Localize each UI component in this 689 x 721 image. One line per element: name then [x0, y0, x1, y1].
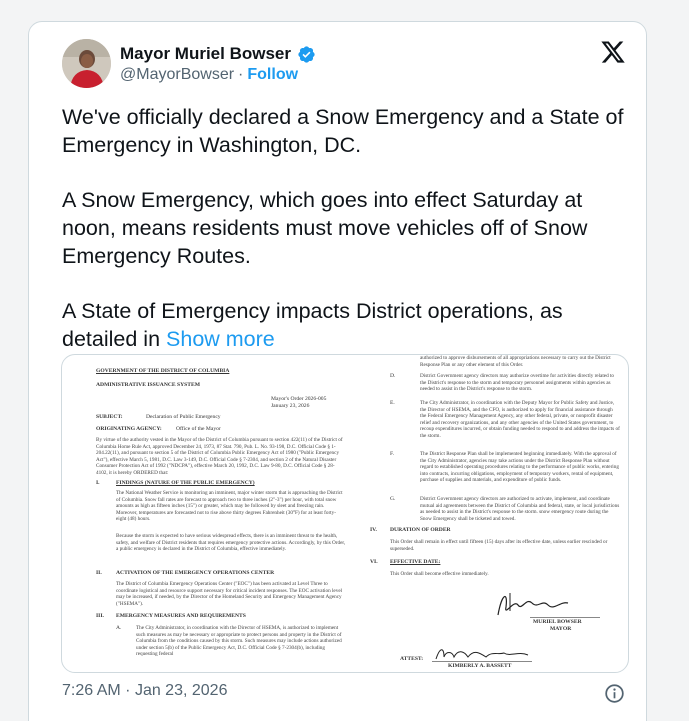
tweet-card — [28, 21, 647, 721]
doc-r-vi-num: VI. — [370, 559, 378, 565]
doc-r-iv: This Order shall remain in effect until fifteen (15) days after its effective date, unless earlier rescinded or superseded. — [390, 539, 608, 552]
author-name-row — [120, 42, 316, 66]
tweet-paragraph-3-text: A State of Emergency impacts District operations, as detailed in — [62, 299, 563, 351]
doc-subject-label: SUBJECT: — [96, 414, 123, 420]
doc-s2-p1: The District of Columbia Emergency Operations Center ("EOC") has been activated at Level Three to coordinate logistical and resource support necessary for critical incident responses. The EOC activation level may be increased, if needed, by the Director of the Homeland Security and Emergency Management Agency ("HSEMA"). — [116, 581, 343, 607]
doc-order-date: January 23, 2026 — [271, 403, 310, 409]
doc-r-vi: This Order shall become effective immediately. — [390, 571, 489, 577]
doc-r-f: The District Response Plan shall be implemented beginning immediately. With the approval of the City Administrator, agencies may take actions under the District Response Plan without regard to established operating procedures relating to the performance of public works, entering into contracts, incurring obligations, employment of temporary workers, rental of equipment, purchase of supplies and materials, and expenditure of public funds. — [420, 451, 619, 483]
doc-mayor-title: MAYOR — [550, 626, 572, 632]
tweet-paragraph-3 — [62, 297, 632, 353]
follow-button[interactable]: Follow — [247, 66, 299, 83]
avatar[interactable] — [62, 39, 111, 88]
author-name[interactable]: Mayor Muriel Bowser — [120, 44, 291, 63]
x-logo-icon[interactable] — [600, 39, 626, 65]
tweet-paragraph-2: A Snow Emergency, which goes into effect Saturday at noon, means residents must move vehicles off of Snow Emergency Routes. — [62, 188, 588, 268]
doc-r-vi-title: EFFECTIVE DATE: — [390, 559, 441, 565]
separator-dot: · — [238, 66, 244, 83]
doc-r-d: District Government agency directors may authorize overtime for activities directly related to the District's response to the storm and temporary personnel assignments within agencies as needed to assist in the District's response to the storm. — [420, 373, 615, 392]
doc-s1-p2: Because the storm is expected to have serious widespread effects, there is an imminent threat to the health, safety, and welfare of District residents that requires emergency protective actions. Accordingly, by this Order, a public emergency is declared in the District of Columbia, effective immediately. — [116, 533, 346, 552]
doc-r-e-num: E. — [390, 400, 395, 406]
doc-s3-num: III. — [96, 613, 104, 619]
doc-s1-num: I. — [96, 480, 100, 486]
timestamp-separator: · — [125, 682, 131, 699]
doc-gov-heading: GOVERNMENT OF THE DISTRICT OF COLUMBIA — [96, 368, 230, 374]
verified-badge-icon — [297, 45, 316, 64]
doc-r-iv-title: DURATION OF ORDER — [390, 527, 451, 533]
attest-signature-line — [432, 661, 532, 662]
author-handle[interactable]: @MayorBowser — [120, 66, 235, 83]
doc-s3-title: EMERGENCY MEASURES AND REQUIREMENTS — [116, 613, 246, 619]
doc-s2-title: ACTIVATION OF THE EMERGENCY OPERATIONS CENTER — [116, 570, 275, 576]
doc-s2-num: II. — [96, 570, 102, 576]
doc-originating-label: ORIGINATING AGENCY: — [96, 426, 162, 432]
author-handle-row — [120, 66, 298, 84]
mayor-signature — [490, 587, 580, 621]
doc-r-f-num: F. — [390, 451, 395, 457]
doc-attest-label: ATTEST: — [400, 656, 424, 662]
doc-system-heading: ADMINISTRATIVE ISSUANCE SYSTEM — [96, 382, 201, 388]
doc-s3-a: The City Administrator, in coordination with the Director of HSEMA, is authorized to implement such measures as may be necessary or appropriate to protect persons and property in the District of Columbia from the conditions caused by this storm. Such measures may include actions authorized under section 5(b) of the Public Emergency Act, D.C. Official Code § 7-2304(b), including requesting federal — [136, 625, 342, 657]
doc-r-top: authorized to approve disbursements of all appropriations necessary to carry out the District Response Plan or any other element of this Order. — [420, 355, 611, 368]
tweet-date: Jan 23, 2026 — [134, 682, 228, 699]
doc-attest-name: KIMBERLY A. BASSETT — [448, 663, 512, 669]
doc-r-g: District Government agency directors are authorized to activate, implement, and coordinate mutual aid agreements between the District of Columbia and federal, state, or local jurisdictions as needed to assist in the District's response to the storm. snow emergency route during the Snow Emergency shall be ticketed and towed. — [420, 496, 620, 522]
doc-s1-p1: The National Weather Service is monitoring an imminent, major winter storm that is approaching the District of Columbia. Snow fall rates are forecast to approach two to three inches (2"-3") per hour, with total snow amounts as high as fifteen inches (15") or greater, which may be followed by sleet and freezing rain. Moreover, temperatures are forecasted not to rise above thirty degrees Fahrenheit (30°F) for at least forty-eight (48) hours. — [116, 490, 343, 522]
doc-s3-a-num: A. — [116, 625, 122, 631]
doc-r-g-num: G. — [390, 496, 396, 502]
show-more-link[interactable]: Show more — [166, 327, 275, 351]
doc-s1-title: FINDINGS (NATURE OF THE PUBLIC EMERGENCY) — [116, 480, 255, 486]
doc-subject: Declaration of Public Emergency — [146, 414, 221, 420]
document-image[interactable] — [61, 354, 629, 673]
doc-intro: By virtue of the authority vested in the Mayor of the District of Columbia pursuant to section 422(11) of the District of Columbia Home Rule Act, approved December 24, 1973, 87 Stat. 790, Pub. L. No. 93-198, D.C. Official Code § 1-204.22(11), and pursuant to section 5 of the District of Columbia Public Emergency Act of 1980 ("Public Emergency Act"), effective March 5, 1981, D.C. Law 3-149, D.C. Official Code § 7-2304, and section 2 of the Natural Disaster Consumer Protection Act of 1992 ("NDCPA"), effective March 20, 1992, D.C. Law 9-80, D.C. Official Code § 28-4102, it is hereby ORDERED that: — [96, 437, 343, 476]
tweet-paragraph-1: We've officially declared a Snow Emergency and a State of Emergency in Washington, DC. — [62, 105, 624, 157]
doc-r-iv-num: IV. — [370, 527, 377, 533]
timestamp[interactable] — [62, 682, 227, 700]
avatar-image — [62, 39, 111, 88]
doc-r-d-num: D. — [390, 373, 396, 379]
tweet-text — [62, 103, 632, 380]
mayor-signature-line — [530, 617, 600, 618]
info-icon[interactable] — [604, 683, 625, 704]
doc-r-e: The City Administrator, in coordination with the Deputy Mayor for Public Safety and Justice, the Director of HSEMA, and the CFO, is authorized to apply for financial assistance through the Federal Emergency Management Agency, any other federal, private, or nonprofit disaster relief and recovery organizations, and any other agencies of the United States government, to recoup expenditures incurred, or obtain funding needed to respond to and address the impacts of the storm. — [420, 400, 620, 439]
doc-mayor-name: MURIEL BOWSER — [533, 619, 582, 625]
tweet-time: 7:26 AM — [62, 682, 121, 699]
doc-originating: Office of the Mayor — [176, 426, 221, 432]
doc-order-number: Mayor's Order 2026-005 — [271, 396, 327, 402]
